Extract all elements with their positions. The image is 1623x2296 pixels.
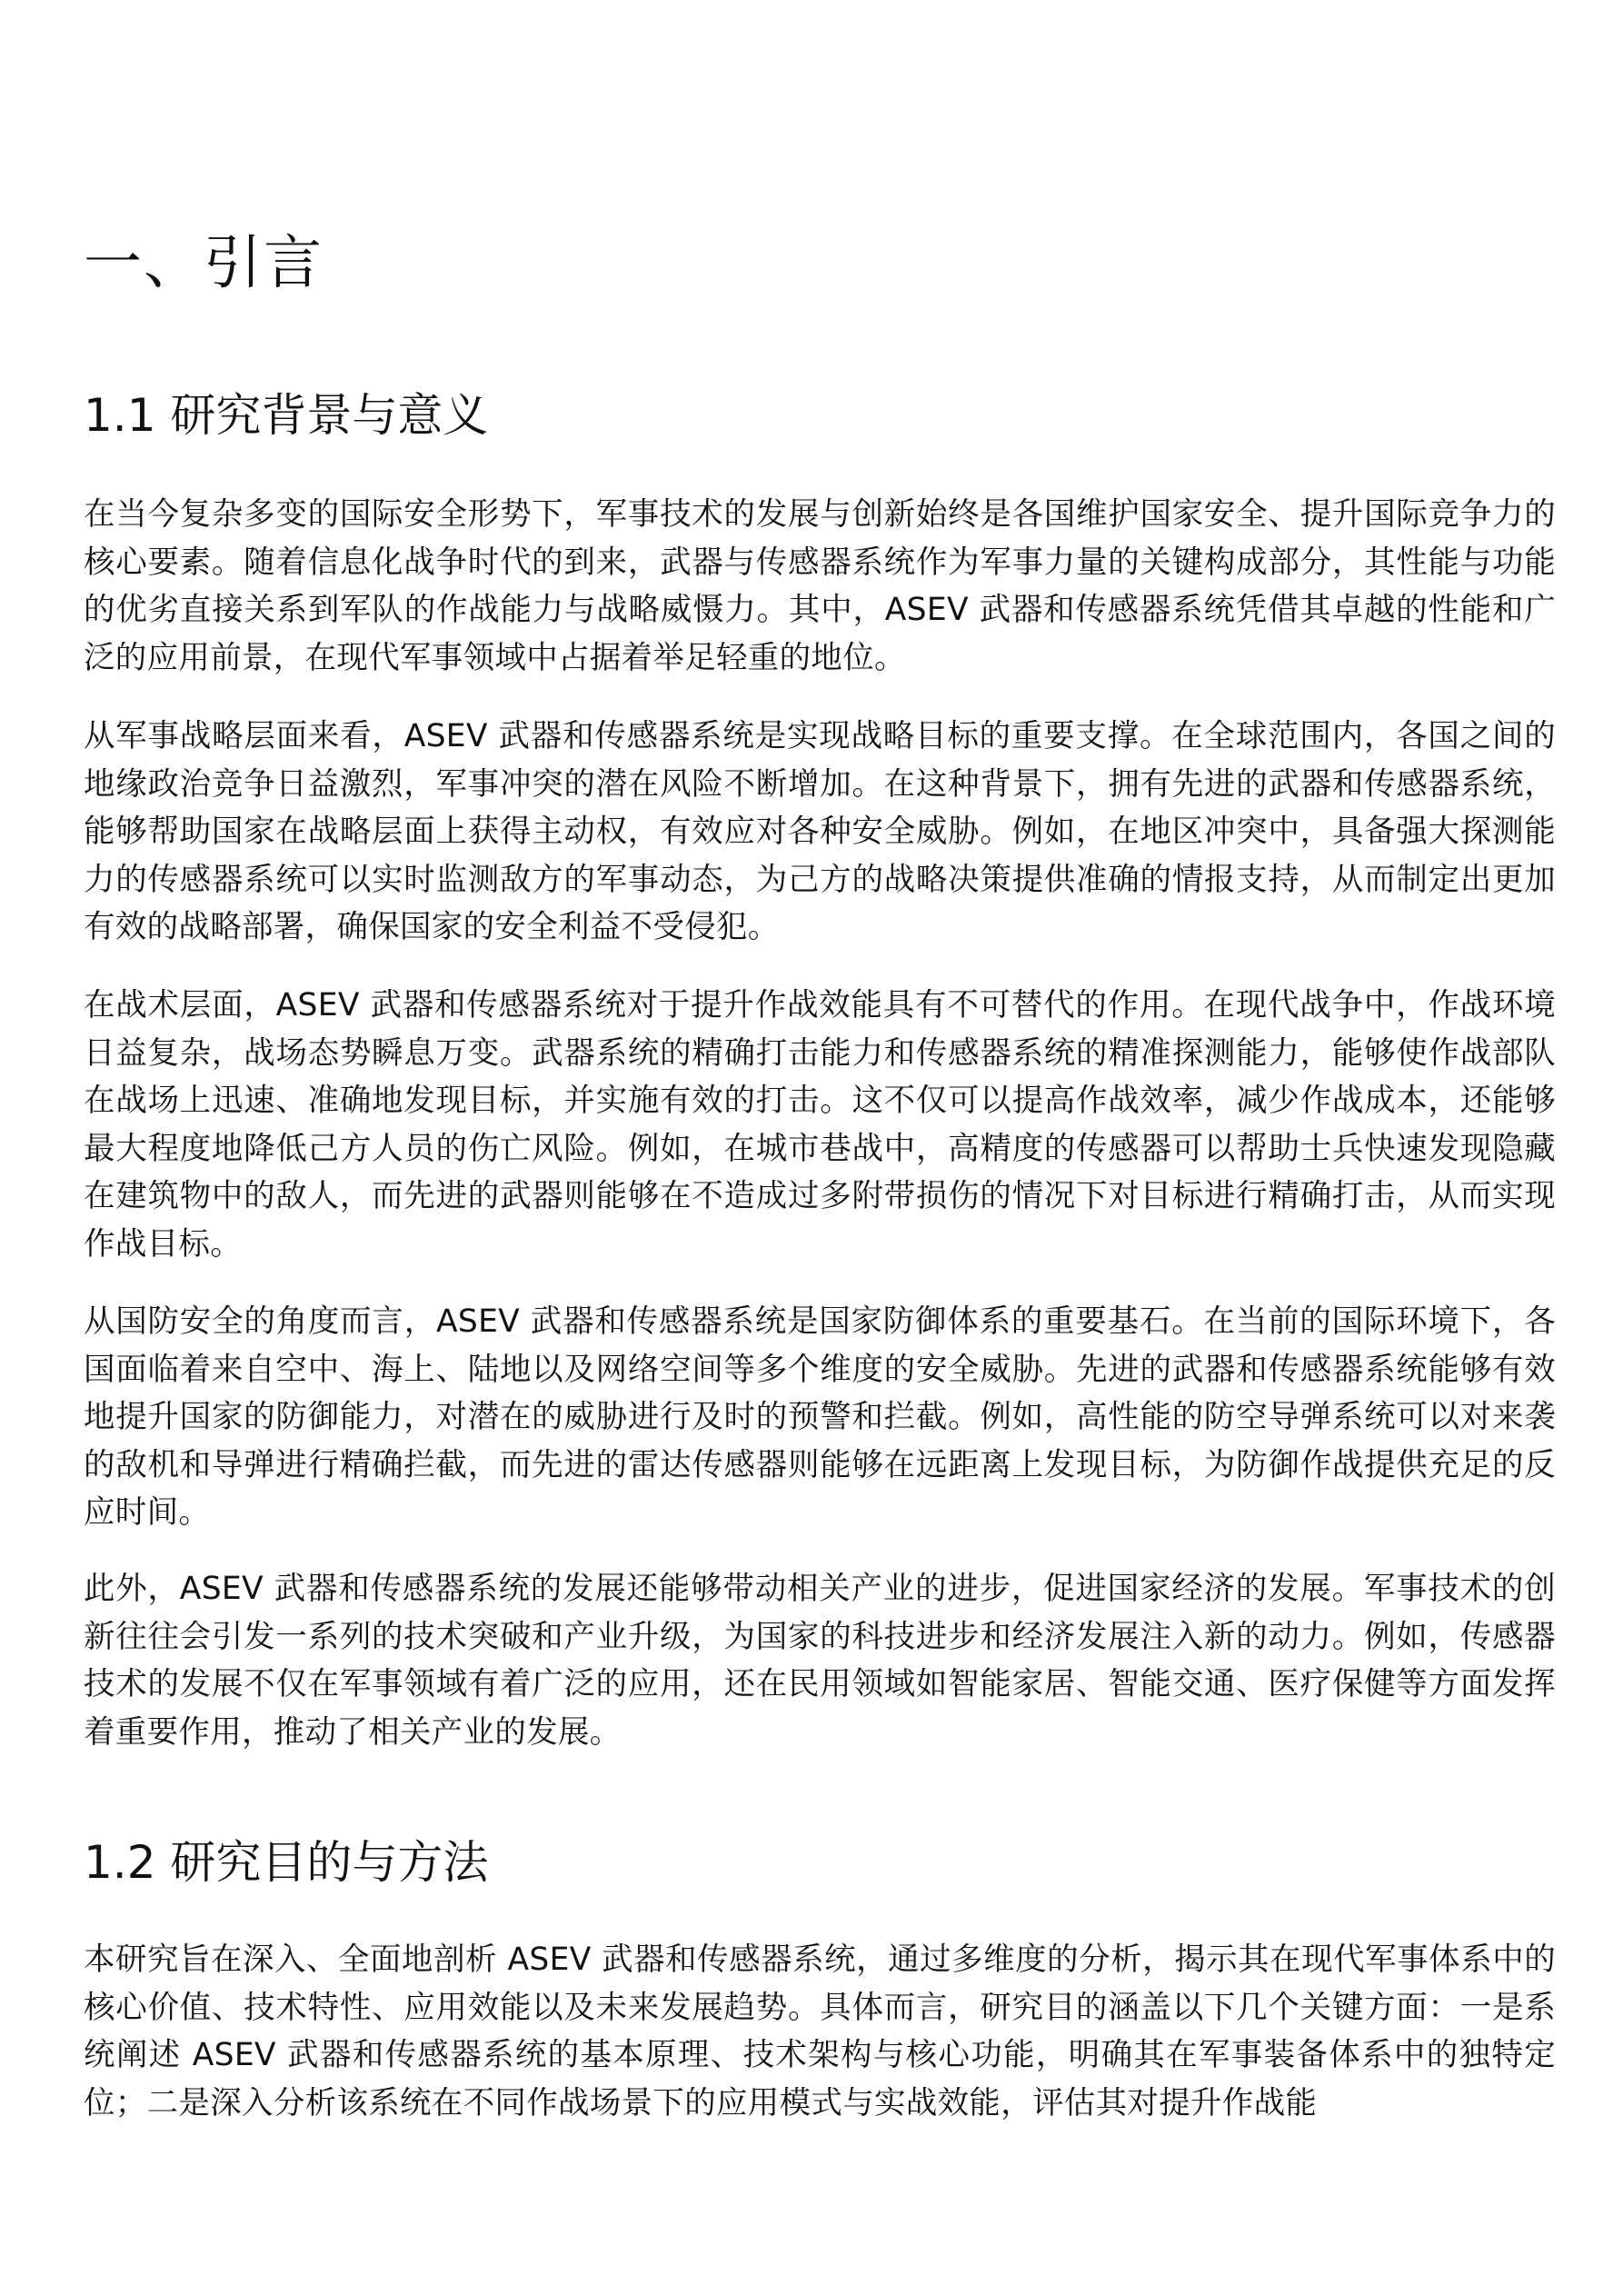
subsection-heading-research-background: 1.1 研究背景与意义 xyxy=(84,389,489,442)
paragraph: 从国防安全的角度而言，ASEV 武器和传感器系统是国家防御体系的重要基石。在当前的国际环境下，各国面临着来自空中、海上、陆地以及网络空间等多个维度的安全威胁。先进的武器和传感器系统能够有效地提升国家的防御能力，对潜在的威胁进行及时的预警和拦截。例如，高性能的防空导弹系统可以对来袭的敌机和导弹进行精确拦截，而先进的雷达传感器则能够在远距离上发现目标，为防御作战提供充足的反应时间。 xyxy=(84,1303,1556,1531)
paragraph: 本研究旨在深入、全面地剖析 ASEV 武器和传感器系统，通过多维度的分析，揭示其在现代军事体系中的核心价值、技术特性、应用效能以及未来发展趋势。具体而言，研究目的涵盖以下几个关键方面：一是系统阐述 ASEV 武器和传感器系统的基本原理、技术架构与核心功能，明确其在军事装备体系中的独特定位；二是深入分析该系统在不同作战场景下的应用模式与实战效能，评估其对提升作战能 xyxy=(84,1942,1556,2121)
subsection-heading-research-purpose: 1.2 研究目的与方法 xyxy=(84,1836,489,1889)
paragraph: 在当今复杂多变的国际安全形势下，军事技术的发展与创新始终是各国维护国家安全、提升国际竞争力的核心要素。随着信息化战争时代的到来，武器与传感器系统作为军事力量的关键构成部分，其性能与功能的优劣直接关系到军队的作战能力与战略威慑力。其中，ASEV 武器和传感器系统凭借其卓越的性能和广泛的应用前景，在现代军事领域中占据着举足轻重的地位。 xyxy=(84,496,1556,676)
paragraph: 在战术层面，ASEV 武器和传感器系统对于提升作战效能具有不可替代的作用。在现代战争中，作战环境日益复杂，战场态势瞬息万变。武器系统的精确打击能力和传感器系统的精准探测能力，能够使作战部队在战场上迅速、准确地发现目标，并实施有效的打击。这不仅可以提高作战效率，减少作战成本，还能够最大程度地降低己方人员的伤亡风险。例如，在城市巷战中，高精度的传感器可以帮助士兵快速发现隐藏在建筑物中的敌人，而先进的武器则能够在不造成过多附带损伤的情况下对目标进行精确打击，从而实现作战目标。 xyxy=(84,987,1556,1263)
section-title: 一、引言 xyxy=(84,230,324,297)
paragraph: 从军事战略层面来看，ASEV 武器和传感器系统是实现战略目标的重要支撑。在全球范围内，各国之间的地缘政治竞争日益激烈，军事冲突的潜在风险不断增加。在这种背景下，拥有先进的武器和传感器系统，能够帮助国家在战略层面上获得主动权，有效应对各种安全威胁。例如，在地区冲突中，具备强大探测能力的传感器系统可以实时监测敌方的军事动态，为己方的战略决策提供准确的情报支持，从而制定出更加有效的战略部署，确保国家的安全利益不受侵犯。 xyxy=(84,718,1556,945)
paragraph: 此外，ASEV 武器和传感器系统的发展还能够带动相关产业的进步，促进国家经济的发展。军事技术的创新往往会引发一系列的技术突破和产业升级，为国家的科技进步和经济发展注入新的动力。例如，传感器技术的发展不仅在军事领域有着广泛的应用，还在民用领域如智能家居、智能交通、医疗保健等方面发挥着重要作用，推动了相关产业的发展。 xyxy=(84,1571,1556,1751)
